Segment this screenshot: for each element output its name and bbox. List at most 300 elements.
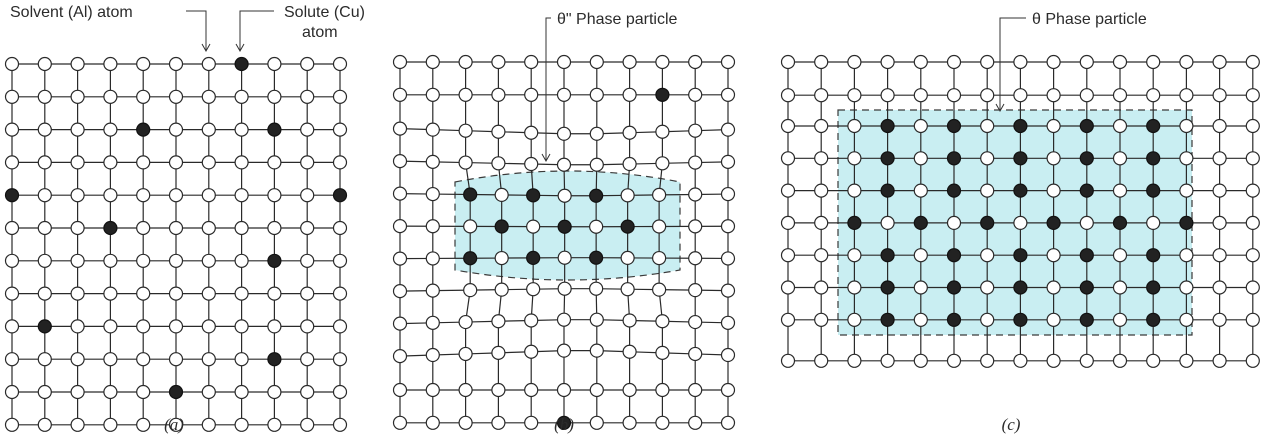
solute-cu-atom <box>495 220 508 233</box>
theta-double-prime-label: θ" Phase particle <box>557 11 678 28</box>
solvent-al-atom <box>137 287 150 300</box>
solvent-al-atom <box>1114 152 1127 165</box>
solvent-al-atom <box>656 56 669 69</box>
panel-c-theta-phase <box>782 11 1260 434</box>
solvent-al-atom <box>38 418 51 431</box>
solvent-al-atom <box>722 349 735 362</box>
solvent-al-atom <box>301 222 314 235</box>
solvent-al-atom <box>170 254 183 267</box>
solvent-al-atom <box>71 123 84 136</box>
solvent-al-atom <box>268 58 281 71</box>
solvent-al-atom <box>981 354 994 367</box>
solvent-al-atom <box>722 88 735 101</box>
solvent-al-atom <box>1246 249 1259 262</box>
solvent-al-atom <box>881 216 894 229</box>
solvent-al-atom <box>1213 281 1226 294</box>
solvent-al-atom <box>6 353 19 366</box>
solvent-al-atom <box>1147 354 1160 367</box>
solvent-al-atom <box>1047 249 1060 262</box>
solvent-al-atom <box>722 384 735 397</box>
solute-cu-atom <box>1147 184 1160 197</box>
solvent-al-atom <box>981 120 994 133</box>
solvent-al-atom <box>981 89 994 102</box>
solute-cu-atom <box>464 188 477 201</box>
solvent-al-atom <box>815 354 828 367</box>
solvent-al-atom <box>426 123 439 136</box>
solvent-al-atom <box>301 123 314 136</box>
solvent-al-atom <box>394 252 407 265</box>
solvent-al-atom <box>1246 216 1259 229</box>
solvent-al-atom <box>782 313 795 326</box>
solute-cu-atom <box>948 313 961 326</box>
solute-cu-atom <box>38 320 51 333</box>
solvent-al-atom <box>815 120 828 133</box>
solvent-al-atom <box>6 320 19 333</box>
solvent-al-atom <box>1180 354 1193 367</box>
solvent-al-atom <box>689 416 702 429</box>
solvent-al-atom <box>558 56 571 69</box>
solvent-al-atom <box>981 249 994 262</box>
solvent-al-atom <box>202 418 215 431</box>
solvent-al-atom <box>1014 89 1027 102</box>
solvent-al-atom <box>6 254 19 267</box>
solvent-al-atom <box>137 320 150 333</box>
solvent-al-atom <box>1014 216 1027 229</box>
solvent-al-atom <box>426 220 439 233</box>
solute-cu-atom <box>590 251 603 264</box>
solvent-al-atom <box>914 89 927 102</box>
solvent-al-atom <box>1047 281 1060 294</box>
solvent-al-atom <box>137 353 150 366</box>
solvent-al-atom <box>689 220 702 233</box>
solvent-al-atom <box>590 416 603 429</box>
solvent-al-atom <box>104 156 117 169</box>
solvent-al-atom <box>1180 184 1193 197</box>
solute-cu-atom <box>1180 216 1193 229</box>
solvent-al-atom <box>459 416 472 429</box>
solvent-al-atom <box>202 386 215 399</box>
solvent-al-atom <box>1246 152 1259 165</box>
solvent-al-atom <box>1180 56 1193 69</box>
solvent-al-atom <box>1114 313 1127 326</box>
solvent-al-atom <box>1047 313 1060 326</box>
solvent-al-atom <box>235 287 248 300</box>
solvent-al-atom <box>689 252 702 265</box>
solvent-al-atom <box>6 418 19 431</box>
solvent-al-atom <box>848 89 861 102</box>
solvent-al-atom <box>202 123 215 136</box>
solvent-al-atom <box>202 222 215 235</box>
solute-cu-atom <box>527 251 540 264</box>
solvent-al-atom <box>815 184 828 197</box>
solvent-al-atom <box>71 287 84 300</box>
solvent-al-atom <box>1114 354 1127 367</box>
solvent-al-atom <box>170 58 183 71</box>
solvent-al-atom <box>881 354 894 367</box>
solvent-al-atom <box>235 386 248 399</box>
solvent-al-atom <box>656 346 669 359</box>
solvent-al-atom <box>334 123 347 136</box>
solvent-al-atom <box>301 353 314 366</box>
solvent-al-atom <box>948 89 961 102</box>
solvent-al-atom <box>1080 216 1093 229</box>
solvent-al-atom <box>235 90 248 103</box>
solvent-al-atom <box>426 284 439 297</box>
solvent-al-atom <box>235 189 248 202</box>
solvent-al-atom <box>1246 354 1259 367</box>
solvent-al-atom <box>621 189 634 202</box>
solvent-al-atom <box>334 254 347 267</box>
solvent-al-atom <box>38 189 51 202</box>
solvent-al-atom <box>268 90 281 103</box>
solute-cu-atom <box>334 189 347 202</box>
solvent-al-atom <box>656 384 669 397</box>
solvent-leader-line <box>186 11 206 50</box>
solvent-al-atom <box>1213 184 1226 197</box>
solvent-al-atom <box>656 315 669 328</box>
solvent-al-atom <box>71 222 84 235</box>
solute-cu-atom <box>621 220 634 233</box>
solvent-al-atom <box>137 156 150 169</box>
solvent-al-atom <box>334 320 347 333</box>
solute-cu-atom <box>1047 216 1060 229</box>
solvent-al-atom <box>71 254 84 267</box>
solvent-al-atom <box>1047 89 1060 102</box>
solvent-al-atom <box>459 316 472 329</box>
solvent-al-atom <box>137 418 150 431</box>
solvent-al-atom <box>492 125 505 138</box>
solvent-al-atom <box>525 56 538 69</box>
solvent-al-atom <box>782 249 795 262</box>
solvent-al-atom <box>459 384 472 397</box>
solvent-al-atom <box>426 252 439 265</box>
solvent-al-atom <box>235 156 248 169</box>
solvent-al-atom <box>334 90 347 103</box>
solvent-al-atom <box>394 317 407 330</box>
solute-cu-atom <box>1080 249 1093 262</box>
solvent-al-atom <box>1047 120 1060 133</box>
solvent-al-atom <box>1180 249 1193 262</box>
solvent-al-atom <box>656 125 669 138</box>
solvent-al-atom <box>268 222 281 235</box>
solvent-al-atom <box>104 418 117 431</box>
solvent-al-atom <box>782 89 795 102</box>
solvent-al-atom <box>689 284 702 297</box>
solvent-al-atom <box>1047 152 1060 165</box>
solute-cu-atom <box>6 189 19 202</box>
solvent-al-atom <box>689 347 702 360</box>
solute-cu-atom <box>881 249 894 262</box>
solvent-al-atom <box>1114 281 1127 294</box>
solvent-al-atom <box>722 188 735 201</box>
solvent-al-atom <box>558 251 571 264</box>
solvent-al-atom <box>104 254 117 267</box>
solvent-al-atom <box>170 123 183 136</box>
solvent-al-atom <box>590 344 603 357</box>
solvent-al-atom <box>38 254 51 267</box>
solvent-al-atom <box>1114 249 1127 262</box>
solvent-al-atom <box>914 184 927 197</box>
solvent-al-atom <box>394 384 407 397</box>
solvent-al-atom <box>202 58 215 71</box>
solvent-al-atom <box>426 416 439 429</box>
solvent-al-atom <box>334 58 347 71</box>
solute-cu-atom <box>527 189 540 202</box>
solvent-al-atom <box>492 56 505 69</box>
solvent-al-atom <box>525 314 538 327</box>
solvent-al-atom <box>6 222 19 235</box>
solvent-al-atom <box>394 350 407 363</box>
solute-atom-label-line2: atom <box>302 24 338 41</box>
solvent-al-atom <box>1213 249 1226 262</box>
solvent-al-atom <box>495 188 508 201</box>
solvent-al-atom <box>38 287 51 300</box>
solvent-al-atom <box>426 384 439 397</box>
solvent-al-atom <box>202 156 215 169</box>
solvent-al-atom <box>558 282 571 295</box>
solute-cu-atom <box>268 123 281 136</box>
solute-cu-atom <box>1080 281 1093 294</box>
solvent-al-atom <box>621 283 634 296</box>
solute-cu-atom <box>268 254 281 267</box>
solvent-al-atom <box>301 58 314 71</box>
solvent-al-atom <box>6 123 19 136</box>
solvent-al-atom <box>525 345 538 358</box>
solvent-al-atom <box>459 88 472 101</box>
solvent-al-atom <box>525 158 538 171</box>
solvent-al-atom <box>202 320 215 333</box>
solute-cu-atom <box>1014 152 1027 165</box>
solute-cu-atom <box>464 252 477 265</box>
solvent-al-atom <box>170 189 183 202</box>
solute-cu-atom <box>1014 184 1027 197</box>
solvent-al-atom <box>815 313 828 326</box>
solute-cu-atom <box>235 58 248 71</box>
solvent-al-atom <box>426 155 439 168</box>
solute-cu-atom <box>881 313 894 326</box>
solvent-al-atom <box>394 187 407 200</box>
solvent-al-atom <box>558 158 571 171</box>
solvent-al-atom <box>590 127 603 140</box>
solute-cu-atom <box>948 249 961 262</box>
solvent-al-atom <box>1114 89 1127 102</box>
solvent-al-atom <box>1047 354 1060 367</box>
solvent-al-atom <box>394 122 407 135</box>
solvent-al-atom <box>38 58 51 71</box>
solvent-al-atom <box>170 90 183 103</box>
solvent-al-atom <box>558 189 571 202</box>
solvent-al-atom <box>1147 56 1160 69</box>
solvent-al-atom <box>38 353 51 366</box>
solute-cu-atom <box>590 189 603 202</box>
solvent-al-atom <box>495 252 508 265</box>
solvent-al-atom <box>459 156 472 169</box>
solvent-al-atom <box>71 58 84 71</box>
solvent-al-atom <box>202 254 215 267</box>
solvent-al-atom <box>137 222 150 235</box>
solvent-al-atom <box>464 220 477 233</box>
solvent-al-atom <box>722 252 735 265</box>
solvent-al-atom <box>170 156 183 169</box>
solvent-al-atom <box>6 386 19 399</box>
solvent-al-atom <box>590 384 603 397</box>
solvent-al-atom <box>268 320 281 333</box>
solvent-al-atom <box>623 384 636 397</box>
solute-cu-atom <box>848 216 861 229</box>
solvent-al-atom <box>722 56 735 69</box>
solvent-al-atom <box>38 222 51 235</box>
solvent-al-atom <box>235 418 248 431</box>
solvent-al-atom <box>689 156 702 169</box>
solvent-al-atom <box>301 254 314 267</box>
solvent-al-atom <box>848 152 861 165</box>
solvent-al-atom <box>1114 184 1127 197</box>
solvent-al-atom <box>881 56 894 69</box>
solvent-al-atom <box>527 220 540 233</box>
panel-b-theta-double-prime <box>394 11 735 434</box>
solvent-al-atom <box>948 354 961 367</box>
solvent-al-atom <box>914 56 927 69</box>
solvent-al-atom <box>1080 89 1093 102</box>
solvent-al-atom <box>170 222 183 235</box>
solute-cu-atom <box>1147 120 1160 133</box>
solvent-al-atom <box>492 157 505 170</box>
solvent-al-atom <box>334 418 347 431</box>
solvent-al-atom <box>235 123 248 136</box>
solvent-al-atom <box>653 188 666 201</box>
solvent-al-atom <box>38 156 51 169</box>
solvent-atom-label: Solvent (Al) atom <box>10 4 133 21</box>
solvent-al-atom <box>653 283 666 296</box>
solvent-al-atom <box>722 220 735 233</box>
solvent-al-atom <box>1180 313 1193 326</box>
solvent-al-atom <box>394 155 407 168</box>
solvent-al-atom <box>492 315 505 328</box>
solvent-al-atom <box>492 416 505 429</box>
solute-cu-atom <box>981 216 994 229</box>
solvent-al-atom <box>104 123 117 136</box>
solvent-al-atom <box>815 249 828 262</box>
solvent-al-atom <box>914 152 927 165</box>
solvent-al-atom <box>1246 89 1259 102</box>
solute-cu-atom <box>137 123 150 136</box>
solvent-al-atom <box>782 216 795 229</box>
solvent-al-atom <box>394 285 407 298</box>
solvent-al-atom <box>558 384 571 397</box>
solvent-al-atom <box>590 158 603 171</box>
solvent-al-atom <box>334 353 347 366</box>
solvent-al-atom <box>722 284 735 297</box>
solvent-al-atom <box>137 254 150 267</box>
solvent-al-atom <box>334 287 347 300</box>
solvent-al-atom <box>689 188 702 201</box>
solute-leader-line <box>240 11 274 50</box>
panel-b-caption: (b) <box>554 415 574 434</box>
solute-cu-atom <box>656 88 669 101</box>
solvent-al-atom <box>623 158 636 171</box>
solvent-al-atom <box>394 220 407 233</box>
solvent-al-atom <box>914 120 927 133</box>
solvent-al-atom <box>948 56 961 69</box>
solvent-al-atom <box>914 354 927 367</box>
solute-cu-atom <box>1014 281 1027 294</box>
theta-double-prime-leader-line <box>546 18 551 160</box>
solute-cu-atom <box>170 386 183 399</box>
solvent-al-atom <box>815 281 828 294</box>
solvent-al-atom <box>38 90 51 103</box>
solute-cu-atom <box>914 216 927 229</box>
solute-cu-atom <box>948 152 961 165</box>
solvent-al-atom <box>623 314 636 327</box>
panel-a-caption: (a) <box>164 415 184 434</box>
solvent-al-atom <box>848 281 861 294</box>
solute-cu-atom <box>1147 249 1160 262</box>
panel-c-caption: (c) <box>1001 415 1021 434</box>
solvent-al-atom <box>722 416 735 429</box>
solute-cu-atom <box>1114 216 1127 229</box>
solvent-al-atom <box>38 386 51 399</box>
solvent-al-atom <box>459 56 472 69</box>
solvent-al-atom <box>104 287 117 300</box>
solvent-al-atom <box>653 252 666 265</box>
solute-cu-atom <box>268 353 281 366</box>
solvent-al-atom <box>815 56 828 69</box>
solvent-al-atom <box>1080 56 1093 69</box>
panel-a-lattice-bonds <box>12 64 340 425</box>
solvent-al-atom <box>815 152 828 165</box>
solvent-al-atom <box>848 354 861 367</box>
solvent-al-atom <box>71 320 84 333</box>
solvent-al-atom <box>590 220 603 233</box>
solvent-al-atom <box>525 384 538 397</box>
solute-cu-atom <box>1080 313 1093 326</box>
solvent-al-atom <box>848 120 861 133</box>
solvent-al-atom <box>71 189 84 202</box>
solvent-al-atom <box>104 58 117 71</box>
solvent-al-atom <box>948 216 961 229</box>
solvent-al-atom <box>235 254 248 267</box>
solvent-al-atom <box>689 384 702 397</box>
solvent-al-atom <box>268 386 281 399</box>
solvent-al-atom <box>981 152 994 165</box>
solute-cu-atom <box>948 184 961 197</box>
solvent-al-atom <box>426 88 439 101</box>
solvent-al-atom <box>137 386 150 399</box>
solvent-al-atom <box>782 354 795 367</box>
solvent-al-atom <box>268 418 281 431</box>
solute-cu-atom <box>881 184 894 197</box>
solvent-al-atom <box>722 316 735 329</box>
solvent-al-atom <box>914 281 927 294</box>
solute-cu-atom <box>1080 120 1093 133</box>
solvent-al-atom <box>848 56 861 69</box>
solvent-al-atom <box>235 320 248 333</box>
solvent-al-atom <box>525 88 538 101</box>
solvent-al-atom <box>689 124 702 137</box>
solvent-al-atom <box>202 287 215 300</box>
solvent-al-atom <box>558 344 571 357</box>
solvent-al-atom <box>6 287 19 300</box>
solvent-al-atom <box>71 90 84 103</box>
solvent-al-atom <box>623 345 636 358</box>
solvent-al-atom <box>653 220 666 233</box>
solvent-al-atom <box>170 353 183 366</box>
solvent-al-atom <box>981 56 994 69</box>
solvent-al-atom <box>104 189 117 202</box>
solvent-al-atom <box>104 320 117 333</box>
solvent-al-atom <box>202 353 215 366</box>
solvent-al-atom <box>1246 281 1259 294</box>
